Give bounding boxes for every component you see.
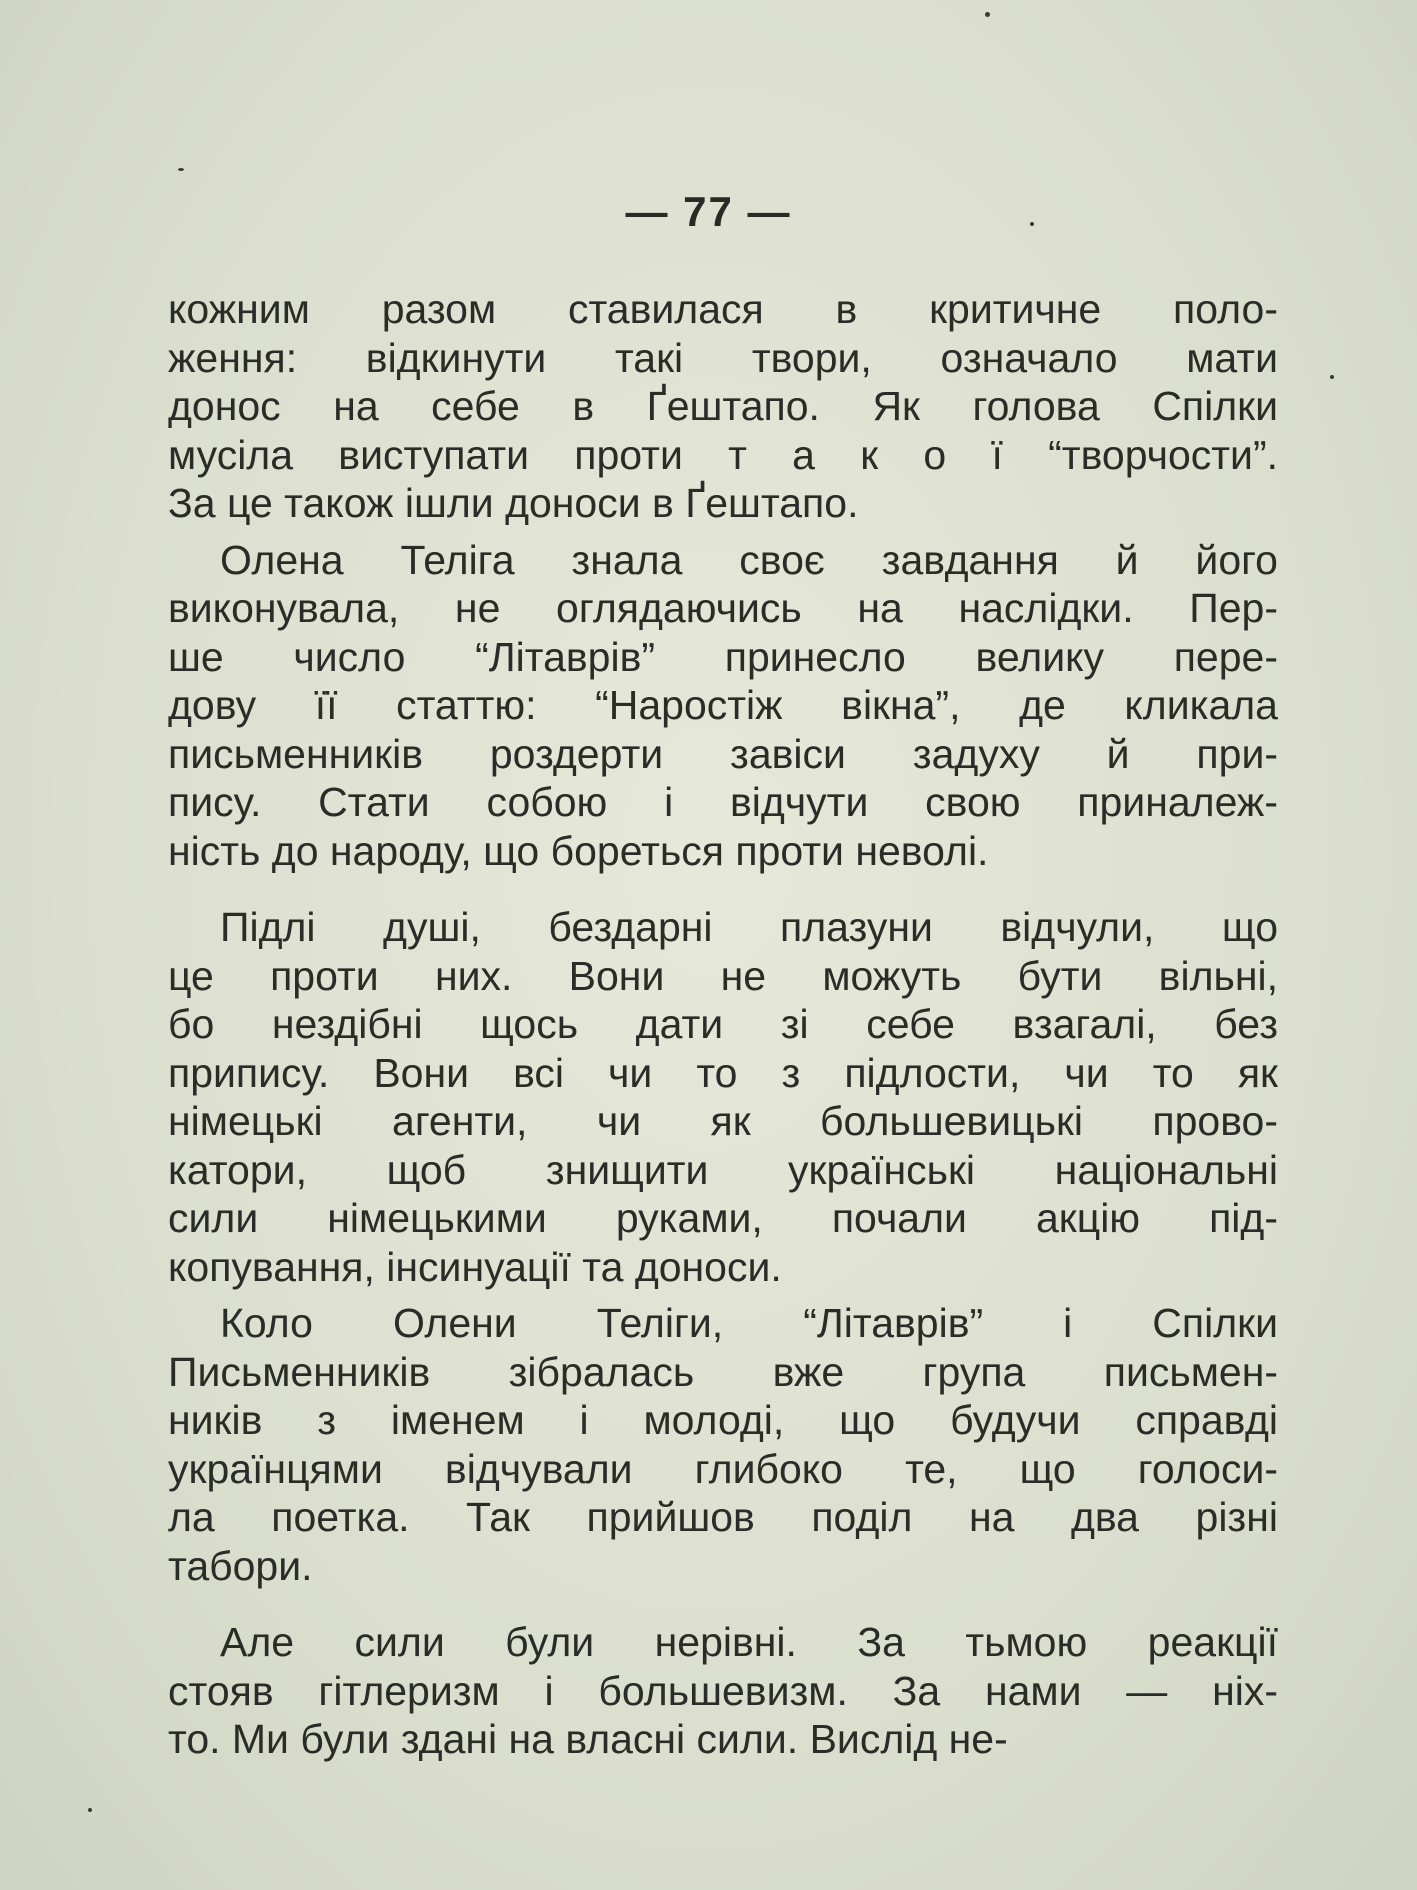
- text-line: ше число “Літаврів” принесло велику пере-: [168, 633, 1278, 680]
- text-line: ність до народу, що бореться проти неволі.: [168, 827, 989, 874]
- paragraph: [168, 903, 1278, 1291]
- text-line: пису. Стати собою і відчути свою приналеж-: [168, 779, 1278, 825]
- text-line: донос на себе в Ґештапо. Як голова Спілки: [168, 383, 1278, 429]
- text-line: Коло Олени Теліги, “Літаврів” і Спілки: [220, 1300, 1278, 1346]
- text-line: бо нездібні щось дати зі себе взагалі, без: [168, 1001, 1278, 1047]
- text-line: стояв гітлеризм і большевизм. За нами — ніх-: [168, 1667, 1278, 1714]
- scan-speck: [985, 12, 990, 17]
- text-line: табори.: [168, 1542, 313, 1589]
- text-line: Підлі душі, бездарні плазуни відчули, що: [220, 904, 1278, 950]
- text-line: українцями відчували глибоко те, що голоси-: [168, 1445, 1278, 1492]
- page-number: — 77 —: [625, 188, 792, 235]
- paragraph-gap: [168, 1590, 1278, 1618]
- text-line: кожним разом ставилася в критичне поло-: [168, 286, 1278, 332]
- scan-speck: [88, 1808, 92, 1812]
- scan-speck: [1330, 375, 1334, 379]
- text-line: то. Ми були здані на власні сили. Вислід не-: [168, 1716, 1008, 1762]
- text-line: ла поетка. Так прийшов поділ на два різні: [168, 1494, 1278, 1540]
- text-line: припису. Вони всі чи то з підлости, чи то як: [168, 1049, 1278, 1096]
- paragraph-gap: [168, 1291, 1278, 1299]
- scan-speck: [178, 168, 184, 171]
- text-line: катори, щоб знищити українські національні: [168, 1146, 1278, 1193]
- text-line: письменників роздерти завіси задуху й при-: [168, 730, 1278, 777]
- text-line: мусіла виступати проти т а к о ї “творчости”.: [168, 431, 1278, 478]
- text-line: німецькі агенти, чи як большевицькі прово-: [168, 1098, 1278, 1144]
- paragraph-gap: [168, 528, 1278, 536]
- text-line: Письменників зібралась вже група письмен-: [168, 1348, 1278, 1395]
- text-line: ників з іменем і молоді, що будучи справді: [168, 1397, 1278, 1443]
- text-line: Але сили були нерівні. За тьмою реакції: [220, 1619, 1278, 1665]
- text-line: За це також ішли доноси в Ґештапо.: [168, 480, 859, 526]
- body-text: [168, 285, 1278, 1764]
- text-line: дову її статтю: “Наростіж вікна”, де кликала: [168, 682, 1278, 728]
- text-line: ження: відкинути такі твори, означало мати: [168, 334, 1278, 381]
- text-line: виконувала, не оглядаючись на наслідки. Пер-: [168, 585, 1278, 631]
- text-line: Олена Теліга знала своє завдання й його: [220, 536, 1278, 583]
- scan-speck: [1030, 222, 1034, 226]
- paragraph: [168, 285, 1278, 528]
- text-line: копування, інсинуації та доноси.: [168, 1243, 782, 1290]
- text-line: сили німецькими руками, почали акцію під-: [168, 1195, 1278, 1241]
- text-line: це проти них. Вони не можуть бути вільні,: [168, 952, 1278, 999]
- paragraph: [168, 536, 1278, 876]
- paragraph-gap: [168, 875, 1278, 903]
- paragraph: [168, 1299, 1278, 1590]
- paragraph: [168, 1618, 1278, 1764]
